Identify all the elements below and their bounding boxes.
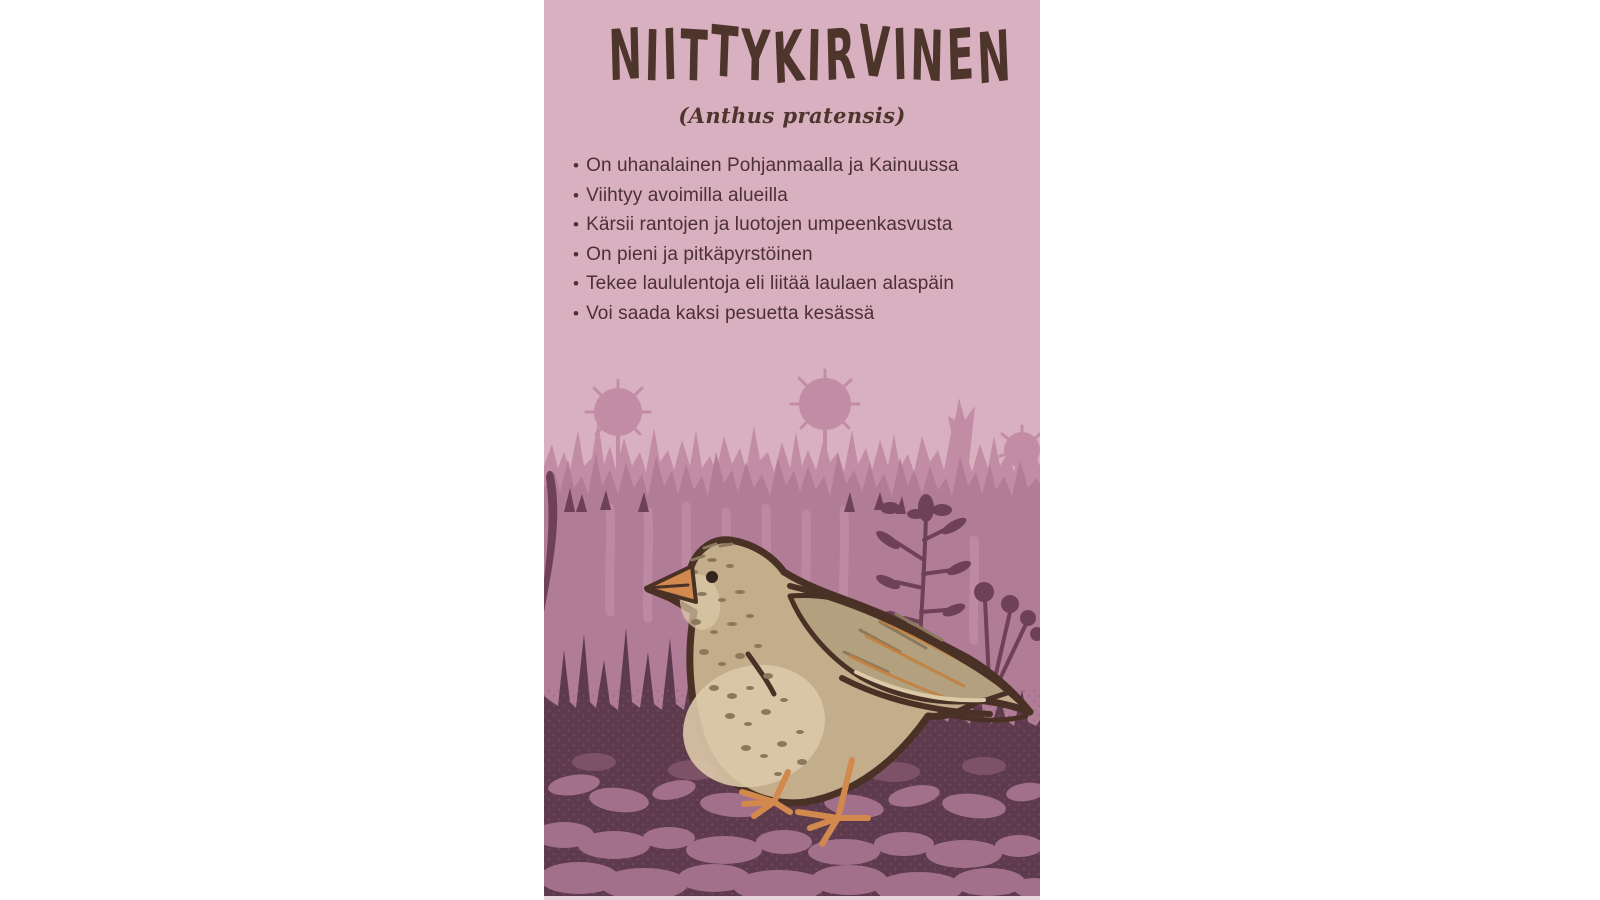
fact-item: [573, 269, 1034, 299]
card-bottom-strip: [544, 896, 1040, 900]
title-letter: N: [607, 12, 646, 98]
fact-text: On uhanalainen Pohjanmaalla ja Kainuussa: [586, 155, 959, 176]
title-letter: I: [891, 13, 912, 97]
fact-bullet: •: [573, 215, 580, 235]
fact-bullet: •: [573, 185, 580, 205]
title-letter: T: [709, 9, 743, 95]
title-letter: T: [679, 14, 712, 99]
title-letter: R: [823, 12, 860, 98]
meadow-scene-illustration: [544, 0, 1040, 900]
title-letter: Y: [740, 14, 774, 99]
title-letter: I: [661, 13, 682, 97]
title-letter: I: [806, 14, 826, 98]
bird-name-title: [607, 9, 1015, 101]
fact-text: Viihtyy avoimilla alueilla: [586, 184, 788, 206]
facts-list: [573, 151, 1034, 329]
fact-bullet: •: [573, 156, 580, 175]
bird-eye: [706, 571, 718, 583]
title-letter: K: [771, 14, 809, 101]
title-letter: N: [975, 14, 1015, 101]
fact-text: On pieni ja pitkäpyrstöinen: [586, 243, 813, 265]
fact-item: [573, 240, 1034, 270]
fact-text: Voi saada kaksi pesuetta kesässä: [586, 302, 875, 324]
fact-bullet: •: [573, 244, 580, 264]
title-letter: N: [909, 14, 948, 99]
fact-item: [573, 299, 1034, 329]
fact-item: [573, 151, 1034, 181]
title-letter: E: [945, 12, 978, 98]
fact-text: Tekee laululentoja eli liitää laulaen alaspäin: [586, 273, 955, 295]
fact-text: Kärsii rantojen ja luotojen umpeenkasvusta: [586, 214, 953, 236]
fact-item: [573, 210, 1034, 240]
title-letter: I: [644, 14, 664, 98]
bird-info-card: [544, 0, 1040, 900]
fact-bullet: •: [573, 303, 580, 323]
fact-item: [573, 181, 1034, 211]
scientific-name: (Anthus pratensis): [678, 103, 906, 128]
fact-bullet: •: [573, 274, 580, 294]
title-letter: V: [857, 9, 894, 96]
